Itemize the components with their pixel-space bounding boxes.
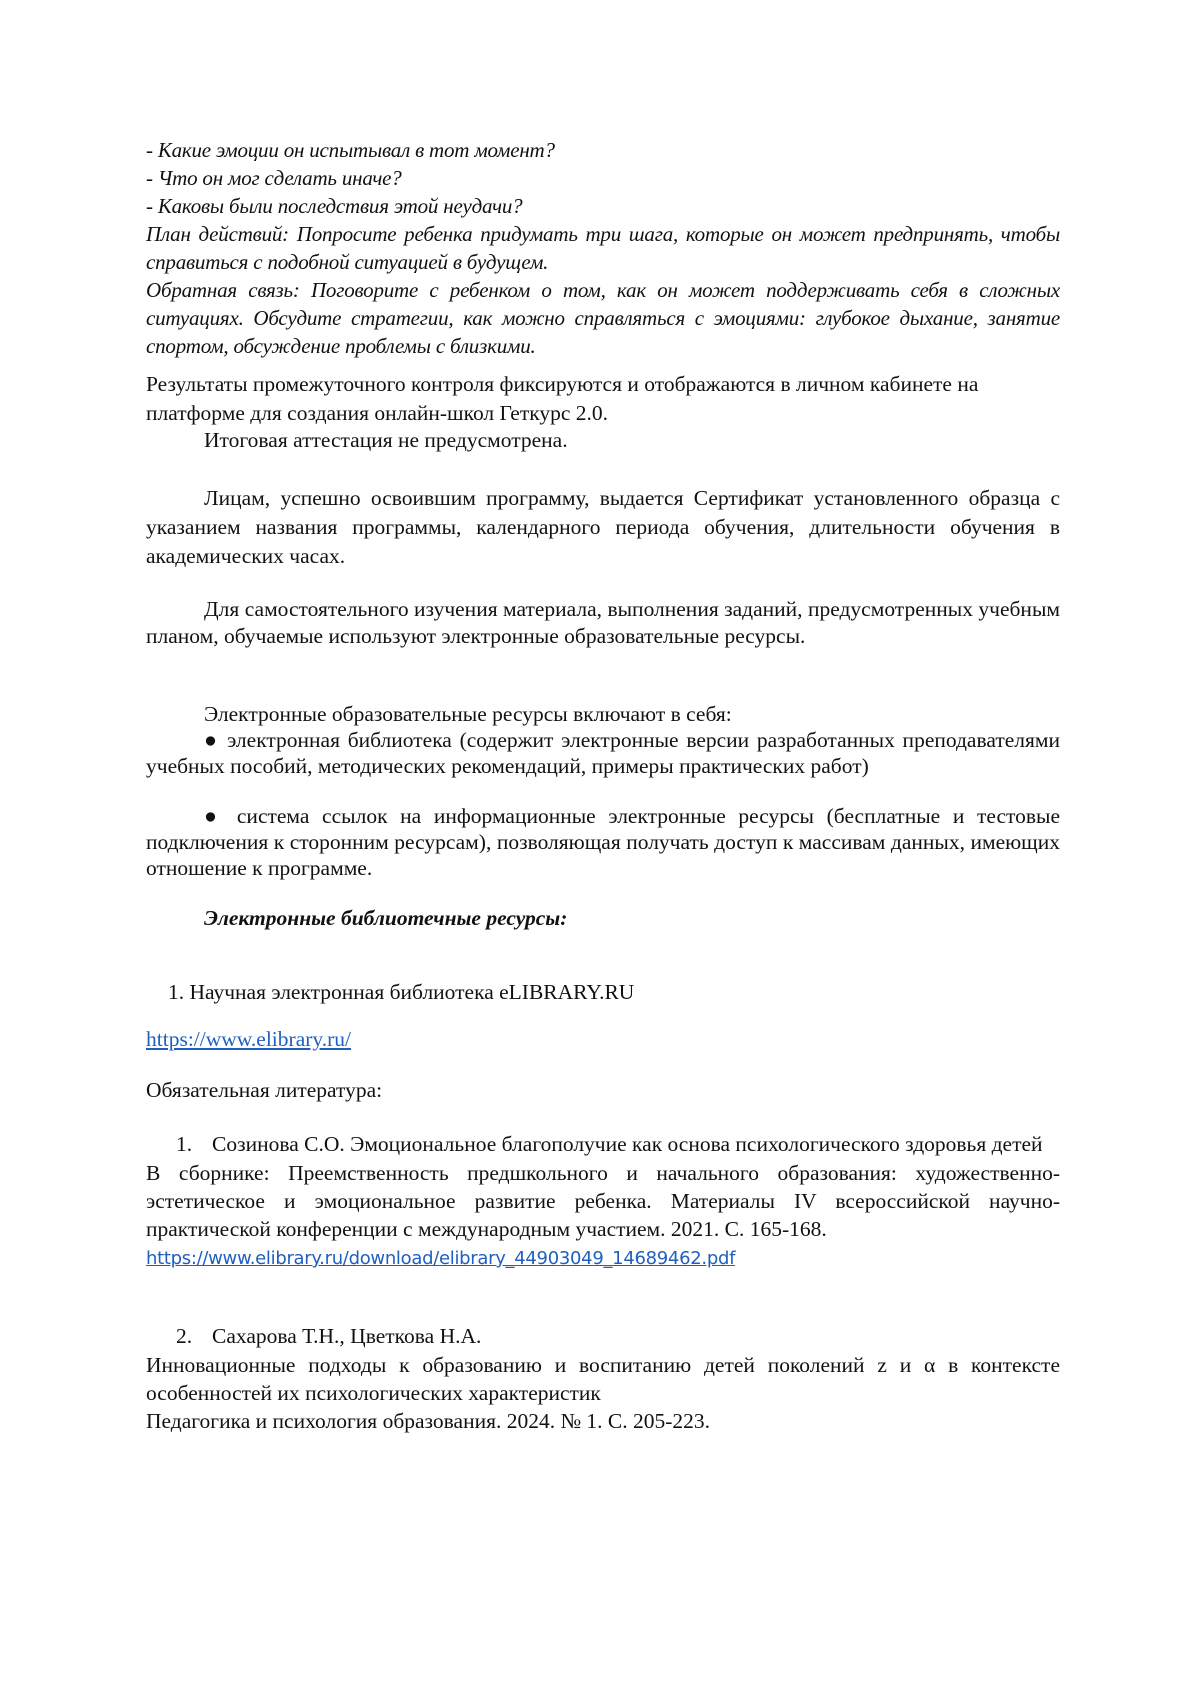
library-heading: Электронные библиотечные ресурсы: <box>204 906 568 930</box>
question-item: - Какие эмоции он испытывал в тот момент? <box>146 138 555 162</box>
literature-number: 1. <box>176 1132 193 1156</box>
literature-authors: Сахарова Т.Н., Цветкова Н.А. <box>212 1324 482 1348</box>
reflection-questions <box>146 136 1060 220</box>
action-plan-paragraph: План действий: Попросите ребенка придумать три шага, которые он может предпринять, чтобы справиться с подобной ситуацией в будущем. <box>146 222 1060 274</box>
literature-source: Педагогика и психология образования. 2024. № 1. С. 205-223. <box>146 1409 710 1433</box>
certificate-paragraph: Лицам, успешно освоившим программу, выдается Сертификат установленного образца с указанием названия программы, календарного периода обучения, длительности обучения в академических часах. <box>146 486 1060 568</box>
library-item-number: 1. <box>168 980 185 1004</box>
literature-title: Инновационные подходы к образованию и воспитанию детей поколений z и α в контексте особенностей их психологических характеристик <box>146 1353 1060 1405</box>
eor-intro: Электронные образовательные ресурсы включают в себя: <box>204 702 732 726</box>
required-literature-heading: Обязательная литература: <box>146 1078 383 1102</box>
eor-item: ● электронная библиотека (содержит электронные версии разработанных преподавателями учебных пособий, методических рекомендаций, примеры практических работ) <box>146 728 1060 778</box>
final-attestation-text: Итоговая аттестация не предусмотрена. <box>204 428 568 452</box>
eor-item: ● система ссылок на информационные электронные ресурсы (бесплатные и тестовые подключения к сторонним ресурсам), позволяющая получать доступ к массивам данных, имеющих отношение к программе. <box>146 804 1060 880</box>
literature-title: Созинова С.О. Эмоциональное благополучие как основа психологического здоровья детей <box>212 1132 1043 1156</box>
question-item: - Что он мог сделать иначе? <box>146 166 402 190</box>
literature-source: В сборнике: Преемственность предшкольного и начального образования: художественно-эстетическое и эмоциональное развитие ребенка. Материалы IV всероссийской научно-практической конференции с международным участием. 2021. С. 165-168. <box>146 1161 1060 1241</box>
self-study-paragraph: Для самостоятельного изучения материала, выполнения заданий, предусмотренных учебным планом, обучаемые используют электронные образовательные ресурсы. <box>146 597 1060 648</box>
literature-number: 2. <box>176 1324 193 1348</box>
library-list-item <box>168 978 968 1006</box>
question-item: - Каковы были последствия этой неудачи? <box>146 194 523 218</box>
library-item-label: Научная электронная библиотека eLIBRARY.RU <box>189 980 635 1004</box>
literature-item-2 <box>146 1322 1060 1436</box>
literature-download-link[interactable]: https://www.elibrary.ru/download/elibrary_44903049_14689462.pdf <box>146 1248 736 1269</box>
feedback-paragraph: Обратная связь: Поговорите с ребенком о том, как он может поддерживать себя в сложных ситуациях. Обсудите стратегии, как можно справляться с эмоциями: глубокое дыхание, занятие спортом, обсуждение проблемы с близкими. <box>146 278 1060 358</box>
library-link-row <box>146 1025 1060 1053</box>
literature-item-1 <box>146 1130 1060 1273</box>
elibrary-link[interactable]: https://www.elibrary.ru/ <box>146 1027 352 1051</box>
results-paragraph: Результаты промежуточного контроля фиксируются и отображаются в личном кабинете на платформе для создания онлайн-школ Геткурс 2.0. <box>146 372 979 425</box>
